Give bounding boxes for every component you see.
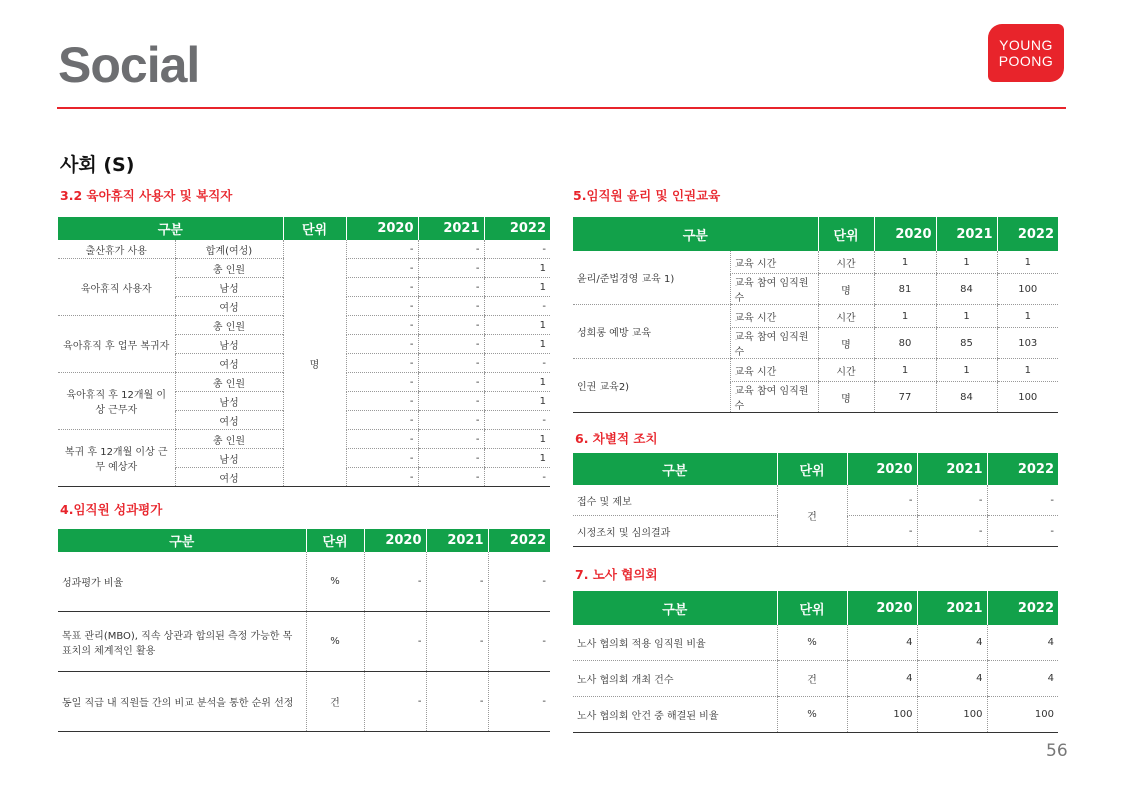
col-header-2020: 2020 (847, 453, 917, 485)
value-2021: 4 (917, 661, 987, 697)
value-2021: - (426, 612, 488, 672)
col-header-2022: 2022 (987, 453, 1058, 485)
row-sub: 남성 (175, 278, 283, 297)
col-header-2021: 2021 (936, 217, 997, 251)
logo-line-1: YOUNG (999, 37, 1053, 53)
value-2020: - (346, 259, 418, 278)
col-header-2021: 2021 (917, 453, 987, 485)
value-2022: 4 (987, 625, 1058, 661)
value-2022: - (488, 612, 550, 672)
table-32-heading: 3.2 육아휴직 사용자 및 복직자 (60, 188, 233, 203)
value-2020: - (346, 240, 418, 259)
value-2022: - (987, 516, 1058, 547)
value-2022: 100 (997, 274, 1058, 305)
unit-cell: 명 (283, 240, 346, 487)
value-2021: - (426, 552, 488, 612)
value-2020: - (346, 468, 418, 487)
table-row (573, 305, 1058, 328)
table-row (573, 625, 1058, 661)
company-logo (988, 24, 1064, 82)
value-2020: 80 (874, 328, 936, 359)
row-group: 출산휴가 사용 (58, 240, 175, 259)
value-2022: - (484, 297, 550, 316)
section-title: 사회 (S) (60, 154, 135, 176)
col-header-2020: 2020 (874, 217, 936, 251)
table-row (573, 485, 1058, 516)
value-2020: - (346, 430, 418, 449)
value-2022: 100 (987, 697, 1058, 733)
table-6-heading: 6. 차별적 조치 (575, 431, 658, 446)
value-2020: - (346, 411, 418, 430)
value-2021: - (418, 449, 484, 468)
value-2020: 1 (874, 251, 936, 274)
value-2022: 1 (484, 392, 550, 411)
row-label: 성과평가 비율 (58, 552, 306, 612)
table-7-heading: 7. 노사 협의회 (575, 567, 658, 582)
table-performance-review (58, 529, 550, 732)
value-2021: 85 (936, 328, 997, 359)
value-2021: - (917, 485, 987, 516)
table-labor-council (573, 591, 1058, 733)
value-2020: 4 (847, 625, 917, 661)
value-2022: - (488, 672, 550, 732)
value-2022: 1 (484, 335, 550, 354)
table-row (573, 251, 1058, 274)
page-number: 56 (1046, 741, 1068, 761)
value-2022: 1 (997, 251, 1058, 274)
row-sub: 남성 (175, 449, 283, 468)
value-2020: - (364, 612, 426, 672)
row-sub: 여성 (175, 354, 283, 373)
row-sub: 교육 시간 (730, 251, 818, 274)
value-2020: - (847, 516, 917, 547)
row-sub: 교육 시간 (730, 305, 818, 328)
value-2021: - (418, 392, 484, 411)
value-2020: 81 (874, 274, 936, 305)
value-2021: - (418, 259, 484, 278)
value-2020: - (847, 485, 917, 516)
value-2020: - (346, 316, 418, 335)
value-2022: 1 (484, 449, 550, 468)
logo-line-2: POONG (998, 53, 1054, 69)
row-sub: 총 인원 (175, 316, 283, 335)
row-sub: 남성 (175, 335, 283, 354)
row-group: 윤리/준법경영 교육 1) (573, 251, 730, 305)
value-2020: - (346, 335, 418, 354)
value-2022: 1 (484, 316, 550, 335)
row-label: 노사 협의회 개최 건수 (573, 661, 777, 697)
col-header-2021: 2021 (917, 591, 987, 625)
value-2022: 103 (997, 328, 1058, 359)
value-2021: - (426, 672, 488, 732)
col-header-2021: 2021 (426, 529, 488, 552)
value-2021: 84 (936, 382, 997, 413)
table-row (573, 359, 1058, 382)
row-group: 복귀 후 12개월 이상 근무 예상자 (58, 430, 175, 487)
value-2021: - (418, 354, 484, 373)
row-unit: 명 (818, 382, 874, 413)
col-header-2021: 2021 (418, 217, 484, 240)
row-sub: 교육 참여 임직원 수 (730, 328, 818, 359)
row-group: 육아휴직 후 업무 복귀자 (58, 316, 175, 373)
value-2022: 1 (484, 373, 550, 392)
col-header-2022: 2022 (484, 217, 550, 240)
row-unit: 건 (306, 672, 364, 732)
value-2022: 1 (997, 359, 1058, 382)
row-sub: 총 인원 (175, 373, 283, 392)
value-2022: 1 (997, 305, 1058, 328)
row-sub: 여성 (175, 411, 283, 430)
col-header-category: 구분 (573, 591, 777, 625)
value-2021: 1 (936, 359, 997, 382)
col-header-2020: 2020 (364, 529, 426, 552)
value-2020: 100 (847, 697, 917, 733)
value-2021: 1 (936, 305, 997, 328)
value-2022: 1 (484, 430, 550, 449)
value-2020: - (346, 449, 418, 468)
value-2020: - (346, 297, 418, 316)
value-2021: - (418, 240, 484, 259)
row-label: 시정조치 및 심의결과 (573, 516, 777, 547)
value-2020: - (346, 373, 418, 392)
value-2020: - (346, 278, 418, 297)
table-row (58, 552, 550, 612)
value-2022: - (484, 411, 550, 430)
table-row (58, 672, 550, 732)
col-header-unit: 단위 (777, 591, 847, 625)
value-2021: - (418, 411, 484, 430)
value-2021: - (418, 278, 484, 297)
col-header-2022: 2022 (997, 217, 1058, 251)
row-unit: 시간 (818, 359, 874, 382)
row-label: 동일 직급 내 직원들 간의 비교 분석을 통한 순위 선정 (58, 672, 306, 732)
header-divider (57, 107, 1066, 109)
value-2021: - (418, 335, 484, 354)
value-2021: - (418, 468, 484, 487)
row-unit: % (777, 625, 847, 661)
value-2021: - (418, 316, 484, 335)
value-2020: 77 (874, 382, 936, 413)
row-sub: 여성 (175, 297, 283, 316)
col-header-unit: 단위 (283, 217, 346, 240)
value-2022: - (484, 354, 550, 373)
table-row (573, 697, 1058, 733)
col-header-unit: 단위 (818, 217, 874, 251)
value-2022: 100 (997, 382, 1058, 413)
row-label: 접수 및 제보 (573, 485, 777, 516)
value-2021: 4 (917, 625, 987, 661)
value-2020: 1 (874, 305, 936, 328)
col-header-category: 구분 (58, 217, 283, 240)
table-row (58, 612, 550, 672)
value-2021: - (418, 297, 484, 316)
col-header-category: 구분 (573, 453, 777, 485)
col-header-unit: 단위 (777, 453, 847, 485)
table-ethics-training (573, 217, 1058, 413)
col-header-category: 구분 (58, 529, 306, 552)
row-unit: % (306, 612, 364, 672)
value-2022: - (484, 240, 550, 259)
row-group: 육아휴직 사용자 (58, 259, 175, 316)
value-2022: 1 (484, 278, 550, 297)
row-unit: % (306, 552, 364, 612)
row-unit: % (777, 697, 847, 733)
value-2022: - (484, 468, 550, 487)
row-sub: 교육 참여 임직원 수 (730, 382, 818, 413)
value-2021: - (418, 373, 484, 392)
row-unit: 명 (818, 328, 874, 359)
row-label: 노사 협의회 안건 중 해결된 비율 (573, 697, 777, 733)
value-2022: - (488, 552, 550, 612)
table-parental-leave (58, 217, 550, 487)
page-title: Social (58, 37, 200, 93)
value-2021: - (418, 430, 484, 449)
value-2020: - (346, 354, 418, 373)
col-header-2022: 2022 (488, 529, 550, 552)
row-sub: 합계(여성) (175, 240, 283, 259)
row-unit: 건 (777, 661, 847, 697)
value-2020: 1 (874, 359, 936, 382)
col-header-category: 구분 (573, 217, 818, 251)
col-header-2020: 2020 (847, 591, 917, 625)
row-sub: 교육 참여 임직원 수 (730, 274, 818, 305)
unit-cell: 건 (777, 485, 847, 547)
col-header-unit: 단위 (306, 529, 364, 552)
row-sub: 남성 (175, 392, 283, 411)
col-header-2020: 2020 (346, 217, 418, 240)
value-2020: - (346, 392, 418, 411)
value-2022: 4 (987, 661, 1058, 697)
value-2021: 1 (936, 251, 997, 274)
value-2020: - (364, 552, 426, 612)
row-label: 노사 협의회 적용 임직원 비율 (573, 625, 777, 661)
value-2022: 1 (484, 259, 550, 278)
value-2021: 100 (917, 697, 987, 733)
row-unit: 시간 (818, 305, 874, 328)
table-discrimination (573, 453, 1058, 547)
table-row (58, 240, 550, 259)
row-sub: 총 인원 (175, 259, 283, 278)
row-group: 인권 교육2) (573, 359, 730, 413)
value-2022: - (987, 485, 1058, 516)
value-2021: 84 (936, 274, 997, 305)
row-group: 성희롱 예방 교육 (573, 305, 730, 359)
row-unit: 명 (818, 274, 874, 305)
row-label: 목표 관리(MBO), 직속 상관과 합의된 측정 가능한 목표치의 체계적인 활용 (58, 612, 306, 672)
table-4-heading: 4.임직원 성과평가 (60, 502, 163, 517)
table-row (573, 661, 1058, 697)
row-sub: 총 인원 (175, 430, 283, 449)
row-unit: 시간 (818, 251, 874, 274)
row-sub: 여성 (175, 468, 283, 487)
col-header-2022: 2022 (987, 591, 1058, 625)
value-2020: - (364, 672, 426, 732)
value-2021: - (917, 516, 987, 547)
row-group: 육아휴직 후 12개월 이상 근무자 (58, 373, 175, 430)
value-2020: 4 (847, 661, 917, 697)
row-sub: 교육 시간 (730, 359, 818, 382)
table-5-heading: 5.임직원 윤리 및 인권교육 (573, 188, 721, 203)
